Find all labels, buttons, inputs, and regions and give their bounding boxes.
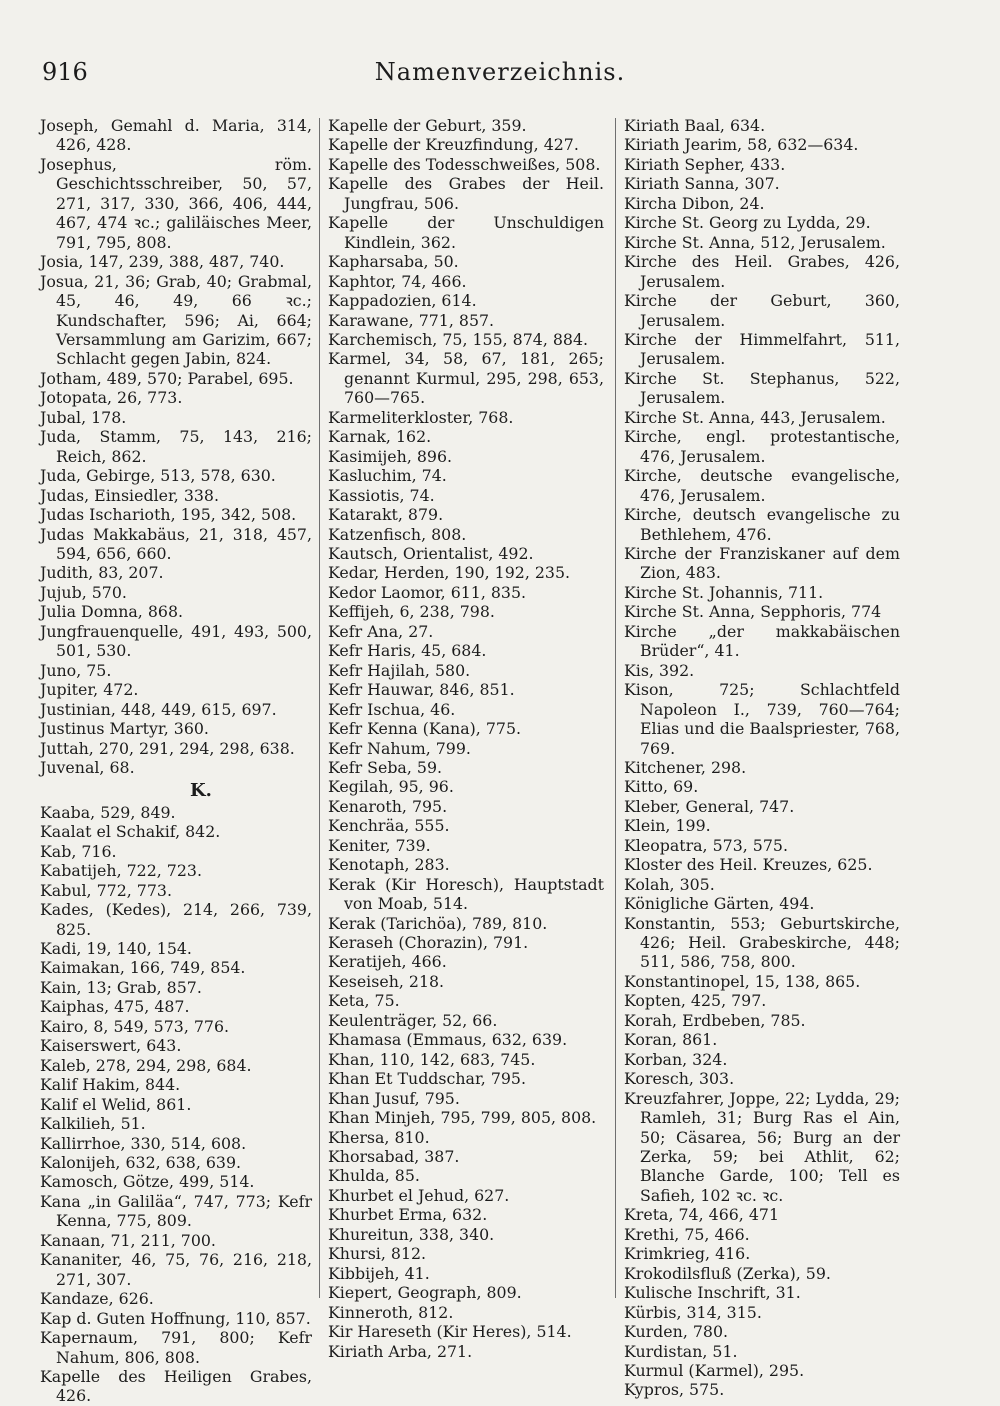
index-entry: Kirche St. Johannis, 711.	[624, 582, 824, 602]
index-entry: Kandaze, 626.	[40, 1289, 154, 1309]
index-entry: Keta, 75.	[328, 991, 400, 1011]
index-entry: Kypros, 575.	[624, 1380, 725, 1400]
index-entry: Josua, 21, 36; Grab, 40; Grabmal, 45, 46, 49, 66 ꝛc.; Kundschafter, 596; Ai, 664; Versammlung am Garizim, 667; Schlacht gegen Jabin, 824.	[40, 271, 312, 369]
index-column-3	[624, 116, 900, 1400]
index-entry: Koresch, 303.	[624, 1069, 735, 1089]
index-entry: Kanaan, 71, 211, 700.	[40, 1230, 216, 1250]
index-entry: Kefr Ana, 27.	[328, 621, 434, 641]
index-entry: Khurbet Erma, 632.	[328, 1205, 488, 1225]
index-entry: Krimkrieg, 416.	[624, 1244, 751, 1264]
index-entry: Keraseh (Chorazin), 791.	[328, 933, 529, 953]
index-entry: Kurdistan, 51.	[624, 1341, 738, 1361]
index-entry: Jupiter, 472.	[40, 680, 139, 700]
index-entry: Kirche „der makkabäischen Brüder“, 41.	[624, 621, 900, 661]
index-entry: Kopten, 425, 797.	[624, 991, 767, 1011]
index-entry: Kürbis, 314, 315.	[624, 1302, 762, 1322]
index-entry: Kaiphas, 475, 487.	[40, 997, 190, 1017]
index-entry: Kairo, 8, 549, 573, 776.	[40, 1016, 230, 1036]
index-entry: Kappadozien, 614.	[328, 291, 477, 311]
index-entry: Kamosch, Götze, 499, 514.	[40, 1172, 255, 1192]
index-entry: Kirche der Franziskaner auf dem Zion, 483.	[624, 543, 900, 583]
page-header	[42, 58, 958, 98]
index-entry: Kap d. Guten Hoffnung, 110, 857.	[40, 1308, 311, 1328]
index-entry: Kirche, engl. protestantische, 476, Jerusalem.	[624, 427, 900, 466]
index-entry: Khulda, 85.	[328, 1166, 420, 1186]
index-entry: Klein, 199.	[624, 816, 711, 836]
index-entry: Kassiotis, 74.	[328, 485, 435, 505]
index-entry: Kenotaph, 283.	[328, 855, 450, 875]
index-entry: Korah, Erdbeben, 785.	[624, 1010, 806, 1030]
index-entry: Kaaba, 529, 849.	[40, 802, 176, 822]
index-entry: Konstantinopel, 15, 138, 865.	[624, 971, 861, 991]
index-entry: Kinneroth, 812.	[328, 1302, 454, 1322]
index-entry: Khureitun, 338, 340.	[328, 1224, 495, 1244]
index-entry: Jungfrauenquelle, 491, 493, 500, 501, 530.	[40, 621, 312, 661]
index-entry: Kitchener, 298.	[624, 757, 747, 777]
index-entry: Katarakt, 879.	[328, 505, 444, 525]
index-entry: Kefr Nahum, 799.	[328, 738, 471, 758]
index-entry: Kreuzfahrer, Joppe, 22; Lydda, 29; Ramleh, 31; Burg Ras el Ain, 50; Cäsarea, 56; Burg an der Zerka, 59; bei Athlit, 62; Blanche Garde, 100; Tell es Safieh, 102 ꝛc. ꝛc.	[624, 1088, 900, 1205]
index-entry: Kirche, deutsche evangelische, 476, Jerusalem.	[624, 466, 900, 505]
index-entry: Keratijeh, 466.	[328, 952, 447, 972]
index-entry: Kedar, Herden, 190, 192, 235.	[328, 563, 571, 583]
index-entry: Khan Minjeh, 795, 799, 805, 808.	[328, 1108, 597, 1128]
index-entry: Kades, (Kedes), 214, 266, 739, 825.	[40, 900, 312, 939]
index-entry: Kapelle der Kreuzfindung, 427.	[328, 135, 579, 155]
index-entry: Kefr Hajilah, 580.	[328, 660, 471, 680]
index-entry: Khamasa (Emmaus, 632, 639.	[328, 1030, 568, 1050]
column-divider	[615, 118, 616, 1298]
index-entry: Kalonijeh, 632, 638, 639.	[40, 1153, 242, 1173]
index-entry: Kerak (Tarichöa), 789, 810.	[328, 913, 548, 933]
index-entry: Kiriath Arba, 271.	[328, 1341, 473, 1361]
index-entry: Khan, 110, 142, 683, 745.	[328, 1049, 536, 1069]
index-entry: Kaimakan, 166, 749, 854.	[40, 958, 246, 978]
index-entry: Justinian, 448, 449, 615, 697.	[40, 699, 277, 719]
index-entry: Josephus, röm. Geschichtsschreiber, 50, 57, 271, 317, 330, 366, 406, 444, 467, 474 ꝛc.; galiläisches Meer, 791, 795, 808.	[40, 154, 312, 252]
index-entry: Kirche St. Anna, 512, Jerusalem.	[624, 232, 886, 252]
index-entry: Jotham, 489, 570; Parabel, 695.	[40, 368, 294, 388]
index-entry: Kasluchim, 74.	[328, 466, 447, 486]
index-entry: Juno, 75.	[40, 660, 112, 680]
index-entry: Kleber, General, 747.	[624, 796, 795, 816]
index-entry: Kapelle der Unschuldigen Kindlein, 362.	[328, 213, 604, 252]
index-entry: Kananiter, 46, 75, 76, 216, 218, 271, 307.	[40, 1250, 312, 1289]
index-entry: Kabatijeh, 722, 723.	[40, 861, 202, 881]
index-entry: Kerak (Kir Horesch), Hauptstadt von Moab, 514.	[328, 874, 604, 914]
index-entry: Karchemisch, 75, 155, 874, 884.	[328, 329, 589, 349]
index-entry: Kirche der Himmelfahrt, 511, Jerusalem.	[624, 329, 900, 369]
index-entry: Kapharsaba, 50.	[328, 252, 459, 272]
index-entry: Kiriath Baal, 634.	[624, 116, 766, 135]
index-entry: Kab, 716.	[40, 841, 117, 861]
index-entry: Juttah, 270, 291, 294, 298, 638.	[40, 738, 295, 758]
index-entry: Karmeliterkloster, 768.	[328, 407, 514, 427]
index-entry: Kirche St. Anna, Sepphoris, 774	[624, 602, 882, 622]
index-entry: Keseiseh, 218.	[328, 971, 445, 991]
index-entry: Kasimijeh, 896.	[328, 446, 453, 466]
index-entry: Kenaroth, 795.	[328, 796, 448, 816]
index-entry: Kirche des Heil. Grabes, 426, Jerusalem.	[624, 252, 900, 291]
index-entry: Kefr Hauwar, 846, 851.	[328, 680, 515, 700]
index-entry: Kleopatra, 573, 575.	[624, 835, 788, 855]
index-entry: Kaalat el Schakif, 842.	[40, 822, 221, 842]
index-entry: Karmel, 34, 58, 67, 181, 265; genannt Kurmul, 295, 298, 653, 760—765.	[328, 349, 604, 408]
index-entry: Kalkilieh, 51.	[40, 1114, 146, 1134]
index-entry: Kircha Dibon, 24.	[624, 193, 765, 213]
index-entry: Jubal, 178.	[40, 407, 127, 427]
index-entry: Konstantin, 553; Geburtskirche, 426; Heil. Grabeskirche, 448; 511, 586, 758, 800.	[624, 913, 900, 972]
index-entry: Kautsch, Orientalist, 492.	[328, 543, 534, 563]
index-column-1	[40, 116, 312, 1406]
index-entry: Juda, Stamm, 75, 143, 216; Reich, 862.	[40, 427, 312, 466]
index-entry: Kloster des Heil. Kreuzes, 625.	[624, 855, 873, 875]
index-entry: Kis, 392.	[624, 660, 695, 680]
index-entry: Kapelle des Grabes der Heil. Jungfrau, 506.	[328, 174, 604, 213]
index-entry: Kiriath Sanna, 307.	[624, 174, 780, 194]
index-column-2	[328, 116, 604, 1361]
index-entry: Kefr Ischua, 46.	[328, 699, 456, 719]
index-entry: Kapernaum, 791, 800; Kefr Nahum, 806, 808.	[40, 1328, 312, 1367]
index-entry: Königliche Gärten, 494.	[624, 894, 815, 914]
index-entry: Jotopata, 26, 773.	[40, 388, 183, 408]
index-entry: Kegilah, 95, 96.	[328, 777, 454, 797]
index-entry: Kefr Kenna (Kana), 775.	[328, 719, 522, 739]
section-letter-k: K.	[190, 780, 212, 802]
index-entry: Kapelle der Geburt, 359.	[328, 116, 527, 135]
index-entry: Khursi, 812.	[328, 1244, 427, 1264]
index-entry: Kabul, 772, 773.	[40, 880, 172, 900]
index-entry: Justinus Martyr, 360.	[40, 719, 209, 739]
index-entry: Krethi, 75, 466.	[624, 1224, 750, 1244]
index-entry: Kiepert, Geograph, 809.	[328, 1283, 522, 1303]
index-entry: Kreta, 74, 466, 471	[624, 1205, 779, 1225]
index-entry: Kadi, 19, 140, 154.	[40, 939, 192, 959]
index-entry: Karawane, 771, 857.	[328, 310, 495, 330]
index-entry: Keulenträger, 52, 66.	[328, 1010, 498, 1030]
index-entry: Kefr Seba, 59.	[328, 757, 443, 777]
index-entry: Kibbijeh, 41.	[328, 1263, 430, 1283]
index-entry: Katzenfisch, 808.	[328, 524, 467, 544]
index-entry: Krokodilsfluß (Zerka), 59.	[624, 1263, 831, 1283]
index-entry: Kirche St. Anna, 443, Jerusalem.	[624, 407, 886, 427]
index-entry: Kallirrhoe, 330, 514, 608.	[40, 1133, 247, 1153]
index-entry: Kapelle des Todesschweißes, 508.	[328, 154, 601, 174]
page-number: 916	[42, 58, 88, 86]
index-entry: Kaleb, 278, 294, 298, 684.	[40, 1055, 252, 1075]
index-entry: Kenchräa, 555.	[328, 816, 450, 836]
index-entry: Kirche, deutsch evangelische zu Bethlehem, 476.	[624, 505, 900, 544]
index-entry: Juvenal, 68.	[40, 757, 135, 777]
index-entry: Koran, 861.	[624, 1030, 718, 1050]
index-entry: Kaiserswert, 643.	[40, 1036, 182, 1056]
index-entry: Judas Makkabäus, 21, 318, 457, 594, 656, 660.	[40, 524, 312, 563]
index-entry: Kirche der Geburt, 360, Jerusalem.	[624, 291, 900, 330]
index-entry: Judas, Einsiedler, 338.	[40, 485, 219, 505]
index-entry: Kolah, 305.	[624, 874, 715, 894]
index-entry: Kaphtor, 74, 466.	[328, 271, 467, 291]
index-entry: Khan Jusuf, 795.	[328, 1088, 460, 1108]
index-entry: Kison, 725; Schlachtfeld Napoleon I., 739, 760—764; Elias und die Baalspriester, 768, 769.	[624, 680, 900, 758]
index-entry: Judas Ischarioth, 195, 342, 508.	[40, 505, 297, 525]
index-entry: Judith, 83, 207.	[40, 563, 164, 583]
index-entry: Kedor Laomor, 611, 835.	[328, 582, 527, 602]
index-entry: Kain, 13; Grab, 857.	[40, 977, 202, 997]
index-entry: Kirche St. Georg zu Lydda, 29.	[624, 213, 871, 233]
index-entry: Keniter, 739.	[328, 835, 431, 855]
index-entry: Kalif Hakim, 844.	[40, 1075, 181, 1095]
index-entry: Khersa, 810.	[328, 1127, 430, 1147]
index-entry: Kulische Inschrift, 31.	[624, 1283, 801, 1303]
index-entry: Khan Et Tuddschar, 795.	[328, 1069, 527, 1089]
page-title: Namenverzeichnis.	[374, 58, 626, 86]
index-entry: Josia, 147, 239, 388, 487, 740.	[40, 252, 285, 272]
index-entry: Khorsabad, 387.	[328, 1147, 460, 1167]
index-entry: Kana „in Galiläa“, 747, 773; Kefr Kenna, 775, 809.	[40, 1191, 312, 1231]
column-divider	[319, 118, 320, 1298]
index-entry: Joseph, Gemahl d. Maria, 314, 426, 428.	[40, 116, 312, 155]
index-entry: Korban, 324.	[624, 1049, 728, 1069]
index-entry: Jujub, 570.	[40, 582, 127, 602]
index-entry: Julia Domna, 868.	[40, 602, 184, 622]
index-entry: Kitto, 69.	[624, 777, 699, 797]
index-entry: Kiriath Sepher, 433.	[624, 154, 786, 174]
index-entry: Kir Hareseth (Kir Heres), 514.	[328, 1322, 572, 1342]
index-entry: Khurbet el Jehud, 627.	[328, 1185, 510, 1205]
index-entry: Kirche St. Stephanus, 522, Jerusalem.	[624, 368, 900, 408]
index-entry: Kalif el Welid, 861.	[40, 1094, 192, 1114]
index-entry: Kiriath Jearim, 58, 632—634.	[624, 135, 859, 155]
index-entry: Kurden, 780.	[624, 1322, 729, 1342]
index-entry: Kefr Haris, 45, 684.	[328, 641, 487, 661]
index-entry: Karnak, 162.	[328, 427, 432, 447]
index-entry: Kapelle des Heiligen Grabes, 426.	[40, 1367, 312, 1406]
index-entry: Kurmul (Karmel), 295.	[624, 1361, 805, 1380]
index-entry: Keffijeh, 6, 238, 798.	[328, 602, 495, 622]
index-entry: Juda, Gebirge, 513, 578, 630.	[40, 466, 276, 486]
